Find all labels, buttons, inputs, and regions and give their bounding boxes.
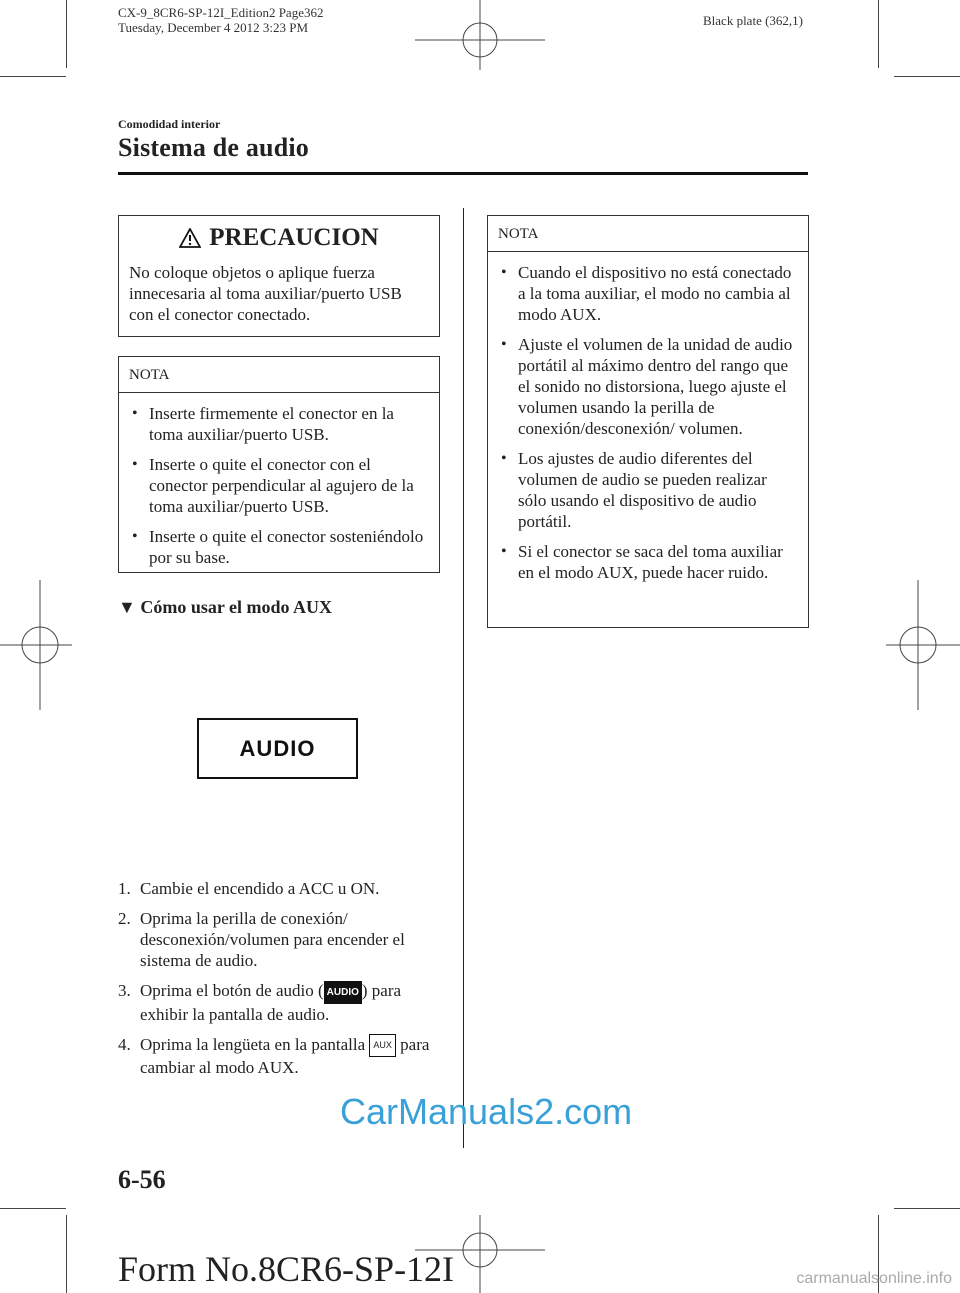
audio-button-illustration: AUDIO [197,718,358,779]
crop-mark-top-right-h [894,76,960,77]
list-item: • Inserte o quite el conector con el conector perpendicular al agujero de la toma auxiliar/puerto USB. [129,454,429,517]
list-item: • Si el conector se saca del toma auxiliar en el modo AUX, puede hacer ruido. [498,541,798,583]
crop-mark-top-left-h [0,76,66,77]
nota-box-right [487,215,809,628]
print-meta-line2: Tuesday, December 4 2012 3:23 PM [118,20,309,35]
list-item: • Ajuste el volumen de la unidad de audio portátil al máximo dentro del rango que el sonido no distorsiona, luego ajuste el volumen usando la perilla de conexión/desconexión/ volumen. [498,334,798,439]
section-label: Comodidad interior [118,117,221,131]
caution-text: No coloque objetos o aplique fuerza innecesaria al toma auxiliar/puerto USB con el conector conectado. [129,263,402,324]
step-item [118,878,448,899]
print-meta-line1: CX-9_8CR6-SP-12I_Edition2 Page362 [118,5,324,20]
nota-label: NOTA [119,357,439,393]
title-rule [118,172,808,175]
step-number: 2. [118,909,131,928]
aux-heading-text: Cómo usar el modo AUX [140,597,332,617]
aux-section-heading [118,597,332,618]
caution-title: PRECAUCION [209,224,379,251]
form-number: Form No.8CR6-SP-12I [118,1249,455,1289]
step-text-after: para cambiar al modo AUX. [140,1034,430,1077]
aux-tab-icon: AUX [369,1034,396,1057]
nota-list [488,252,808,600]
step-number: 1. [118,879,131,898]
step-text-before: Oprima el botón de audio ( [140,981,324,1000]
nota-box-left [118,356,440,573]
step-item [118,1034,448,1078]
print-metadata [118,5,323,35]
audio-button-icon: AUDIO [324,981,362,1004]
step-item [118,908,448,971]
crop-mark-top-left-v [66,0,67,68]
list-item: • Inserte o quite el conector sosteniéndolo por su base. [129,526,429,568]
list-item: • Los ajustes de audio diferentes del volumen de audio se pueden realizar sólo usando el dispositivo de audio portátil. [498,448,798,532]
page-number: 6-56 [118,1165,166,1194]
step-number: 4. [118,1034,131,1054]
caution-box [118,215,440,337]
crop-mark-bottom-right-h [894,1208,960,1209]
step-text-after: ) para exhibir la pantalla de audio. [140,981,402,1024]
crop-mark-bottom-left-v [66,1215,67,1293]
registration-mark-top [415,0,545,70]
plate-label: Black plate (362,1) [703,13,803,28]
footer-site-watermark: carmanualsonline.info [796,1270,952,1287]
step-item [118,980,448,1025]
caution-heading [119,216,439,258]
column-divider [463,208,464,1148]
step-number: 3. [118,981,131,1000]
step-text: Cambie el encendido a ACC u ON. [140,879,380,898]
watermark-logo: CarManuals2.com [340,1091,633,1132]
crop-mark-bottom-left-h [0,1208,66,1209]
step-text: Oprima la perilla de conexión/ desconexión/volumen para encender el sistema de audio. [140,909,405,970]
list-item: • Inserte firmemente el conector en la toma auxiliar/puerto USB. [129,403,429,445]
triangle-marker-icon: ▼ [118,597,136,617]
crop-mark-top-right-v [878,0,879,68]
page-title: Sistema de audio [118,133,310,162]
list-item: • Cuando el dispositivo no está conectado a la toma auxiliar, el modo no cambia al modo AUX. [498,262,798,325]
nota-list [119,393,439,585]
registration-mark-left [0,580,72,710]
aux-steps [118,878,448,1087]
step-text-before: Oprima la lengüeta en la pantalla [140,1034,370,1054]
warning-triangle-icon [179,228,201,248]
registration-mark-right [886,580,960,710]
nota-label: NOTA [488,216,808,252]
